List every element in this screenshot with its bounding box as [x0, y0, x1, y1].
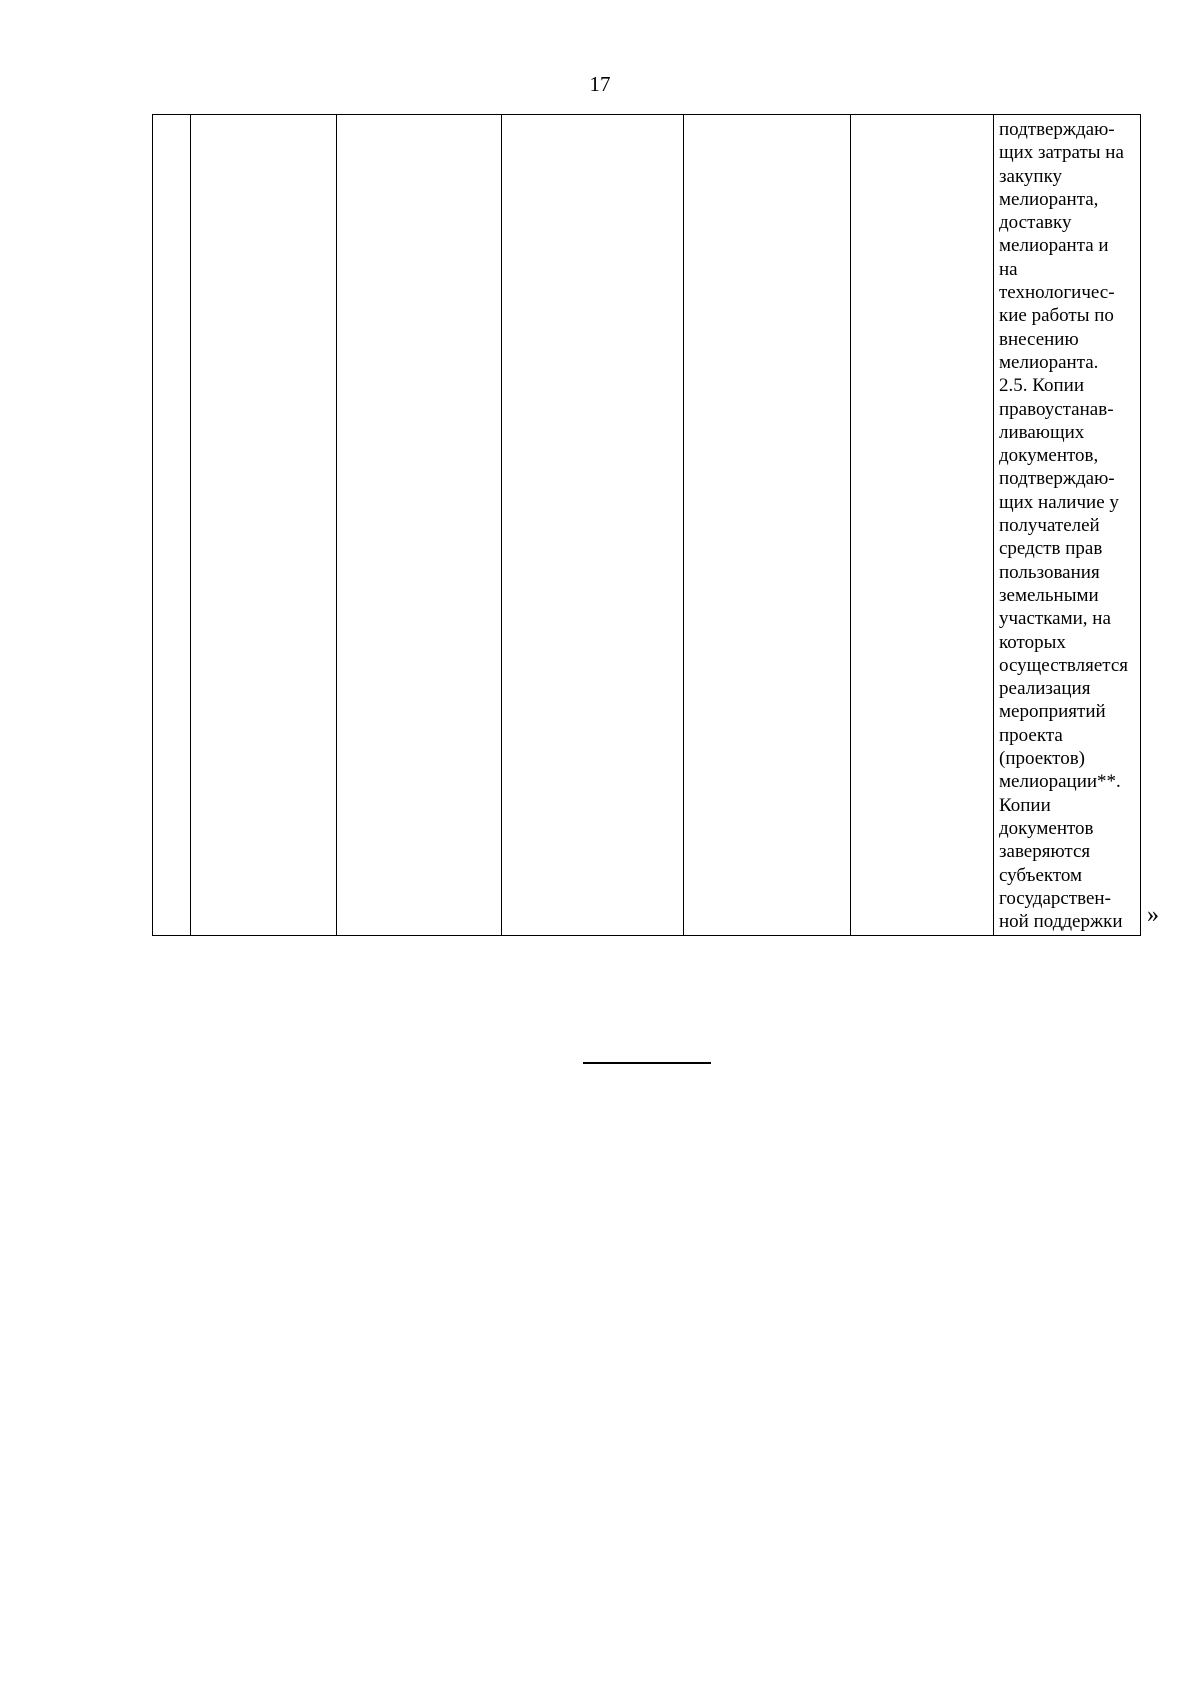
text-line: мероприятий — [999, 701, 1106, 723]
text-line: документов, — [999, 445, 1099, 467]
text-line: (проектов) — [999, 748, 1085, 770]
text-line: щих затраты на — [999, 142, 1124, 164]
end-of-document-rule — [583, 1062, 711, 1064]
text-line: на — [999, 258, 1018, 280]
text-line: мелиоранта. — [999, 351, 1099, 373]
table-cell-col-5 — [684, 115, 851, 936]
text-line: подтверждаю- — [999, 119, 1115, 140]
text-line: государствен- — [999, 887, 1111, 909]
text-line: Копии — [999, 794, 1051, 816]
text-line: внесению — [999, 328, 1079, 350]
page-number: 17 — [589, 72, 611, 96]
text-line: доставку — [999, 212, 1072, 234]
table-cell-col-2 — [191, 115, 337, 936]
text-line: проекта — [999, 724, 1063, 746]
closing-quote: » — [1147, 902, 1159, 928]
text-line: мелиоранта, — [999, 188, 1099, 210]
text-line: подтверждаю- — [999, 468, 1115, 490]
documents-list-text — [994, 115, 1140, 935]
text-line: участками, на — [999, 608, 1111, 630]
text-line: получателей — [999, 515, 1100, 537]
text-line: земельными — [999, 584, 1099, 606]
text-line: ливающих — [999, 421, 1085, 443]
text-line: заверяются — [999, 841, 1091, 863]
text-line: правоустанав- — [999, 398, 1114, 420]
text-line: реализация — [999, 678, 1091, 700]
table-cell-col-6 — [851, 115, 994, 936]
text-line: закупку — [999, 165, 1063, 187]
text-line: мелиоранта и — [999, 235, 1109, 257]
text-line: субъектом — [999, 864, 1083, 886]
document-table — [152, 114, 1141, 936]
table-cell-col-7 — [994, 115, 1141, 936]
text-line: документов — [999, 817, 1094, 839]
text-line: щих наличие у — [999, 491, 1119, 513]
text-line: пользования — [999, 561, 1100, 583]
text-line: осуществляется — [999, 654, 1129, 676]
table-cell-col-3 — [337, 115, 502, 936]
text-line: 2.5. Копии — [999, 375, 1084, 397]
text-line: ной поддержки — [999, 911, 1123, 933]
table-cell-col-4 — [502, 115, 684, 936]
table-cell-col-1 — [153, 115, 191, 936]
text-line: технологичес- — [999, 282, 1115, 304]
table-row — [153, 115, 1141, 936]
text-line: кие работы по — [999, 305, 1114, 327]
text-line: мелиорации**. — [999, 771, 1121, 793]
text-line: средств прав — [999, 538, 1103, 560]
text-line: которых — [999, 631, 1066, 653]
